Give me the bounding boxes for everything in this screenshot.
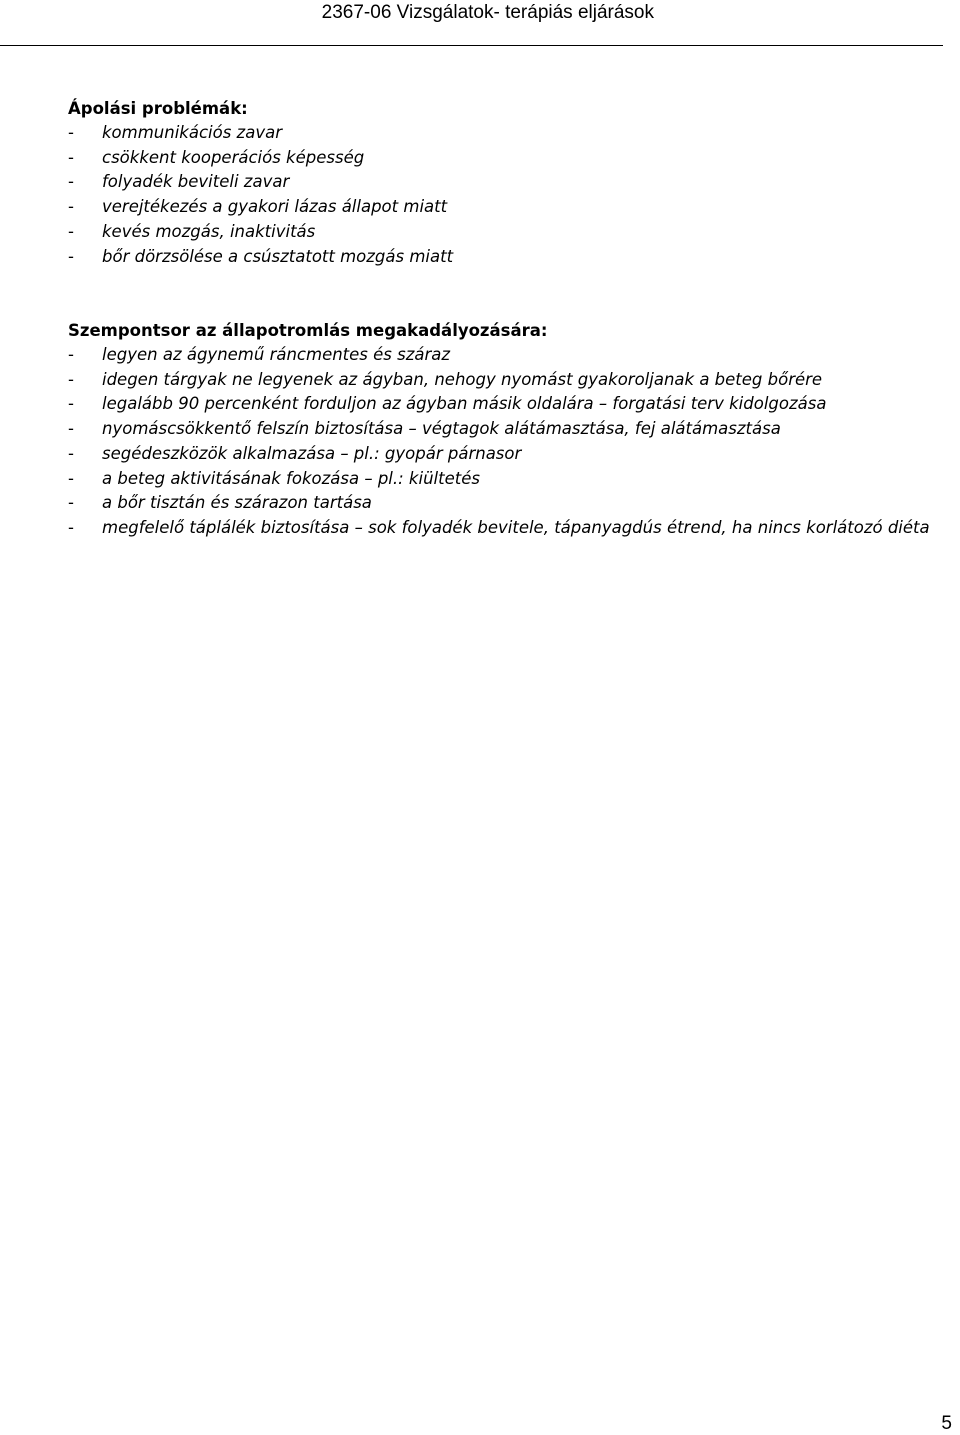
- section-nursing-problems: [68, 96, 958, 269]
- list-item: [68, 146, 958, 171]
- bullet-dash: -: [68, 123, 74, 142]
- list-item: [68, 417, 958, 442]
- bullet-dash: -: [68, 419, 74, 439]
- section-prevention-checklist: [68, 318, 958, 541]
- page-number: 5: [941, 1413, 952, 1434]
- list-item: [68, 170, 958, 195]
- bullet-dash: -: [68, 517, 74, 537]
- list-item: [68, 467, 958, 492]
- list-item: [68, 220, 958, 245]
- list-item-text: a beteg aktivitásának fokozása – pl.: kiültetés: [102, 468, 480, 488]
- list-item-text: legalább 90 percenként forduljon az ágyban másik oldalára – forgatási terv kidolgozása: [102, 394, 827, 414]
- list-item-text: a bőr tisztán és szárazon tartása: [102, 493, 372, 513]
- list-item: [68, 245, 958, 270]
- list-item-text: bőr dörzsölése a csúsztatott mozgás miatt: [102, 246, 454, 266]
- bullet-list: [68, 343, 958, 541]
- list-item-text: segédeszközök alkalmazása – pl.: gyopár párnasor: [102, 443, 522, 463]
- header-rule: [0, 45, 943, 46]
- list-item: [68, 392, 958, 417]
- bullet-dash: -: [68, 443, 74, 463]
- bullet-dash: -: [68, 172, 74, 192]
- list-item-text: legyen az ágynemű ráncmentes és száraz: [102, 345, 451, 364]
- bullet-dash: -: [68, 221, 74, 241]
- list-item: [68, 121, 958, 146]
- list-item: [68, 368, 958, 393]
- bullet-dash: -: [68, 493, 74, 513]
- bullet-dash: -: [68, 369, 74, 389]
- list-item: [68, 343, 958, 368]
- list-item: [68, 491, 958, 516]
- bullet-dash: -: [68, 197, 74, 217]
- bullet-dash: -: [68, 147, 74, 167]
- list-item: [68, 516, 958, 541]
- list-item: [68, 442, 958, 467]
- list-item-text: nyomáscsökkentő felszín biztosítása – végtagok alátámasztása, fej alátámasztása: [102, 419, 781, 439]
- bullet-dash: -: [68, 468, 74, 488]
- header-title: 2367-06 Vizsgálatok- terápiás eljárások: [321, 2, 654, 23]
- list-item-text: kevés mozgás, inaktivitás: [102, 221, 316, 241]
- section-heading: Ápolási problémák:: [68, 99, 248, 118]
- bullet-list: [68, 121, 958, 269]
- bullet-dash: -: [68, 394, 74, 414]
- list-item: [68, 195, 958, 220]
- bullet-dash: -: [68, 246, 74, 266]
- list-item-text: csökkent kooperációs képesség: [102, 147, 365, 167]
- bullet-dash: -: [68, 345, 74, 364]
- list-item-text: megfelelő táplálék biztosítása – sok folyadék bevitele, tápanyagdús étrend, ha nincs korlátozó diéta: [102, 517, 930, 537]
- section-heading: Szempontsor az állapotromlás megakadályozására:: [68, 321, 548, 340]
- list-item-text: verejtékezés a gyakori lázas állapot miatt: [102, 197, 448, 217]
- page-header: [0, 0, 960, 48]
- list-item-text: idegen tárgyak ne legyenek az ágyban, nehogy nyomást gyakoroljanak a beteg bőrére: [102, 369, 823, 389]
- list-item-text: kommunikációs zavar: [102, 123, 282, 142]
- list-item-text: folyadék beviteli zavar: [102, 172, 290, 192]
